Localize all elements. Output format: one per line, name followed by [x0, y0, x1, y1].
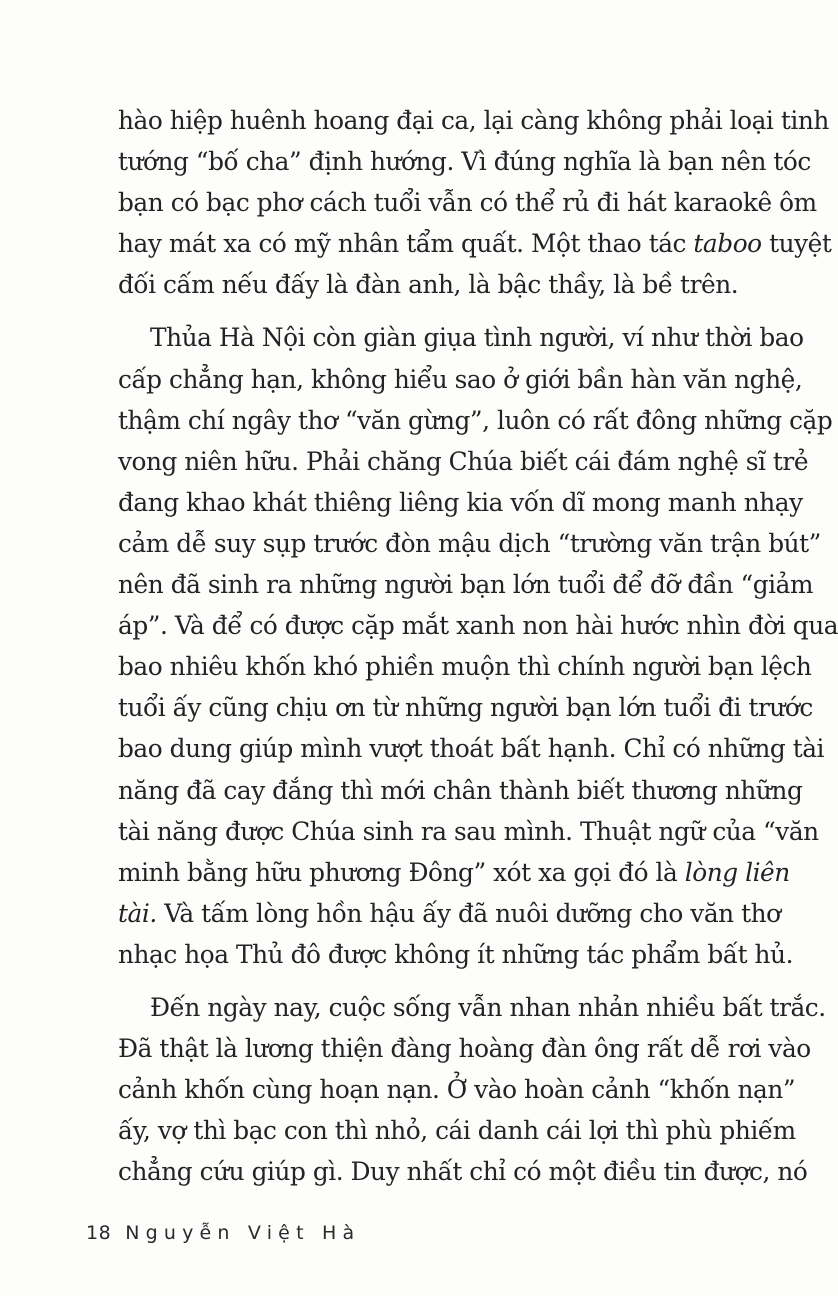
- text-run: tuyệt: [761, 229, 832, 259]
- text-line: Đã thật là lương thiện đàng hoàng đàn ông rất dễ rơi vào: [118, 1034, 811, 1064]
- text-run: Và tấm lòng hồn hậu ấy đã nuôi dưỡng cho văn thơ: [156, 898, 781, 928]
- page-number: 18: [86, 1222, 112, 1244]
- text-line: tài năng được Chúa sinh ra sau mình. Thuật ngữ của “văn: [118, 816, 819, 846]
- text-line: chẳng cứu giúp gì. Duy nhất chỉ có một điều tin được, nó: [118, 1157, 808, 1187]
- text-line: Thủa Hà Nội còn giàn giụa tình người, ví như thời bao: [150, 323, 804, 353]
- text-line: bao dung giúp mình vượt thoát bất hạnh. Chỉ có những tài: [118, 734, 825, 764]
- text-line: vong niên hữu. Phải chăng Chúa biết cái đám nghệ sĩ trẻ: [118, 446, 809, 476]
- italic-term: taboo: [693, 229, 762, 259]
- text-line: bao nhiêu khốn khó phiền muộn thì chính người bạn lệch: [118, 652, 812, 682]
- italic-term: lòng liên: [684, 857, 790, 887]
- paragraph: [118, 987, 826, 1192]
- text-line: tuổi ấy cũng chịu ơn từ những người bạn lớn tuổi đi trước: [118, 693, 813, 723]
- text-run: minh bằng hữu phương Đông” xót xa gọi đó là: [118, 857, 685, 887]
- text-line: [118, 852, 790, 893]
- text-line: bạn có bạc phơ cách tuổi vẫn có thể rủ đi hát karaokê ôm: [118, 188, 817, 218]
- text-line: [118, 223, 832, 264]
- paragraph: [118, 100, 832, 305]
- paragraph: [118, 317, 838, 975]
- italic-term: tài.: [118, 898, 157, 928]
- text-line: cảnh khốn cùng hoạn nạn. Ở vào hoàn cảnh “khốn nạn”: [118, 1075, 796, 1105]
- text-line: năng đã cay đắng thì mới chân thành biết thương những: [118, 775, 803, 805]
- text-line: thậm chí ngây thơ “văn gừng”, luôn có rất đông những cặp: [118, 405, 833, 435]
- text-line: tướng “bố cha” định hướng. Vì đúng nghĩa là bạn nên tóc: [118, 147, 811, 177]
- author-name: Nguyễn Việt Hà: [125, 1222, 361, 1244]
- text-line: đang khao khát thiêng liêng kia vốn dĩ mong manh nhạy: [118, 487, 803, 517]
- page-footer: [86, 1222, 360, 1244]
- paragraph-gap: [118, 305, 712, 317]
- text-run: hay mát xa có mỹ nhân tẩm quất. Một thao tác: [118, 229, 694, 259]
- text-line: nhạc họa Thủ đô được không ít những tác phẩm bất hủ.: [118, 939, 794, 969]
- text-line: [118, 893, 781, 934]
- text-line: áp”. Và để có được cặp mắt xanh non hài hước nhìn đời qua: [118, 611, 838, 641]
- text-line: hào hiệp huênh hoang đại ca, lại càng không phải loại tinh: [118, 106, 829, 135]
- text-line: Đến ngày nay, cuộc sống vẫn nhan nhản nhiều bất trắc.: [150, 992, 826, 1022]
- text-line: đối cấm nếu đấy là đàn anh, là bậc thầy, là bề trên.: [118, 270, 739, 300]
- body-text: [118, 100, 838, 1192]
- text-line: ấy, vợ thì bạc con thì nhỏ, cái danh cái lợi thì phù phiếm: [118, 1116, 796, 1146]
- text-line: cảm dễ suy sụp trước đòn mậu dịch “trường văn trận bút”: [118, 528, 821, 558]
- text-line: nên đã sinh ra những người bạn lớn tuổi để đỡ đần “giảm: [118, 570, 814, 600]
- text-line: cấp chẳng hạn, không hiểu sao ở giới bần hàn văn nghệ,: [118, 364, 803, 394]
- paragraph-gap: [118, 975, 712, 987]
